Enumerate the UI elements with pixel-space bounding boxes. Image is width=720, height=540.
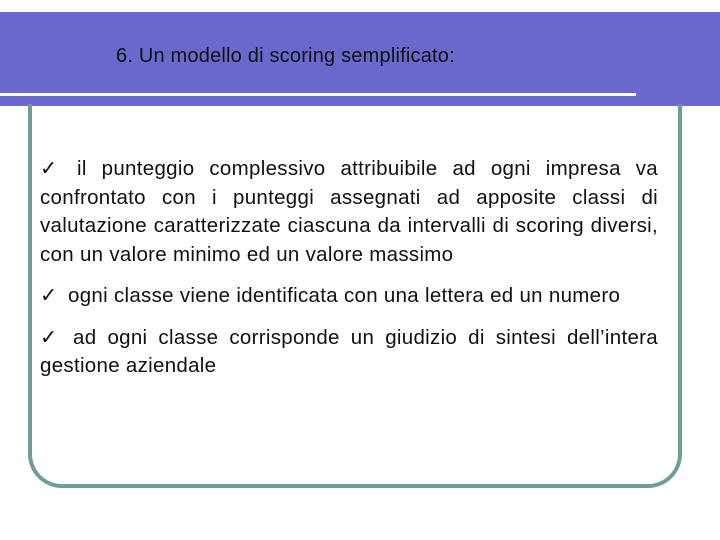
header-underline (0, 93, 636, 96)
bullet-list (40, 155, 658, 381)
bullet-item (40, 282, 658, 311)
bullet-item (40, 324, 658, 381)
bullet-text: ad ogni classe corrisponde un giudizio di sintesi dell’intera gestione aziendale (40, 325, 658, 377)
bullet-item (40, 155, 658, 269)
checkmark-icon: ✓ (40, 325, 58, 349)
header-band-accent (636, 12, 720, 106)
bullet-text: ogni classe viene identificata con una lettera ed un numero (62, 284, 621, 307)
checkmark-icon: ✓ (40, 157, 58, 180)
checkmark-icon: ✓ (40, 284, 58, 307)
bullet-text: il punteggio complessivo attribuibile ad ogni impresa va confrontato con i punteggi assegnati ad apposite classi di valutazione caratterizzate ciascuna da intervalli di scoring diversi, con un valore minimo ed un valore massimo (40, 157, 658, 266)
slide-title: 6. Un modello di scoring semplificato: (116, 45, 455, 67)
